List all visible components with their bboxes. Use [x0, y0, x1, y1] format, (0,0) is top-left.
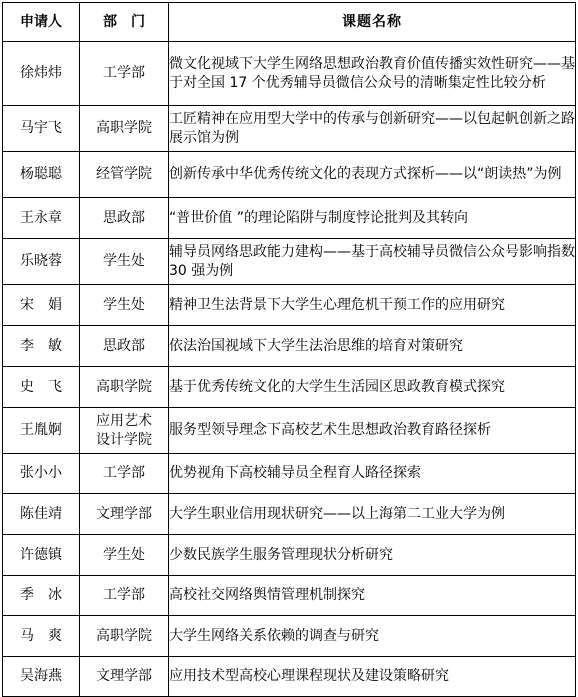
table-row [3, 152, 576, 198]
applicant-cell: 王永章 [3, 198, 80, 239]
table-row [3, 285, 576, 326]
applicant-cell: 马宇飞 [3, 106, 80, 152]
applicant-cell: 许德镇 [3, 535, 80, 576]
table-row [3, 576, 576, 616]
title-cell: 高校社交网络舆情管理机制探究 [169, 576, 576, 616]
header-row [3, 3, 576, 42]
department-cell: 学生处 [80, 239, 169, 285]
applicant-cell: 季 冰 [3, 576, 80, 616]
department-cell: 思政部 [80, 198, 169, 239]
table-row [3, 535, 576, 576]
title-cell: 优势视角下高校辅导员全程育人路径探索 [169, 454, 576, 494]
applicant-cell: 乐晓蓉 [3, 239, 80, 285]
title-cell: 微文化视域下大学生网络思想政治教育价值传播实效性研究——基于对全国 17 个优秀辅导员微信公众号的清晰集定性比较分析 [169, 42, 576, 106]
title-cell: 基于优秀传统文化的大学生生活园区思政教育模式探究 [169, 367, 576, 408]
table-row [3, 454, 576, 494]
project-table [2, 2, 576, 697]
applicant-cell: 吴海燕 [3, 657, 80, 697]
applicant-cell: 陈佳靖 [3, 494, 80, 535]
department-cell: 经管学院 [80, 152, 169, 198]
department-cell: 文理学部 [80, 494, 169, 535]
department-cell: 应用艺术设计学院 [80, 408, 169, 454]
table-row [3, 198, 576, 239]
department-cell: 文理学部 [80, 657, 169, 697]
department-cell: 工学部 [80, 42, 169, 106]
applicant-cell: 李 敏 [3, 326, 80, 367]
applicant-cell: 杨聪聪 [3, 152, 80, 198]
applicant-cell: 宋 娟 [3, 285, 80, 326]
title-cell: 大学生网络关系依赖的调查与研究 [169, 616, 576, 657]
department-cell: 高职学院 [80, 106, 169, 152]
applicant-cell: 徐炜炜 [3, 42, 80, 106]
title-cell: 大学生职业信用现状研究——以上海第二工业大学为例 [169, 494, 576, 535]
department-cell: 工学部 [80, 454, 169, 494]
title-cell: 应用技术型高校心理课程现状及建设策略研究 [169, 657, 576, 697]
title-cell: 精神卫生法背景下大学生心理危机干预工作的应用研究 [169, 285, 576, 326]
title-cell: 创新传承中华优秀传统文化的表现方式探析——以“朗读热”为例 [169, 152, 576, 198]
title-cell: 少数民族学生服务管理现状分析研究 [169, 535, 576, 576]
table-row [3, 657, 576, 697]
department-cell: 工学部 [80, 576, 169, 616]
title-cell: 辅导员网络思政能力建构——基于高校辅导员微信公众号影响指数 30 强为例 [169, 239, 576, 285]
table-row [3, 367, 576, 408]
department-cell: 学生处 [80, 535, 169, 576]
applicant-cell: 张小小 [3, 454, 80, 494]
department-cell: 学生处 [80, 285, 169, 326]
table-row [3, 494, 576, 535]
title-cell: “普世价值 ”的理论陷阱与制度悖论批判及其转向 [169, 198, 576, 239]
header-title: 课题名称 [169, 3, 576, 42]
applicant-cell: 王胤婀 [3, 408, 80, 454]
table-row [3, 408, 576, 454]
table-row [3, 106, 576, 152]
table-row [3, 616, 576, 657]
title-cell: 服务型领导理念下高校艺术生思想政治教育路径探析 [169, 408, 576, 454]
header-department: 部 门 [80, 3, 169, 42]
table-row [3, 239, 576, 285]
title-cell: 工匠精神在应用型大学中的传承与创新研究——以包起帆创新之路展示馆为例 [169, 106, 576, 152]
table-row [3, 326, 576, 367]
applicant-cell: 史 飞 [3, 367, 80, 408]
applicant-cell: 马 爽 [3, 616, 80, 657]
table-row [3, 42, 576, 106]
title-cell: 依法治国视域下大学生法治思维的培育对策研究 [169, 326, 576, 367]
department-cell: 高职学院 [80, 616, 169, 657]
department-cell: 高职学院 [80, 367, 169, 408]
header-applicant: 申请人 [3, 3, 80, 42]
department-cell: 思政部 [80, 326, 169, 367]
